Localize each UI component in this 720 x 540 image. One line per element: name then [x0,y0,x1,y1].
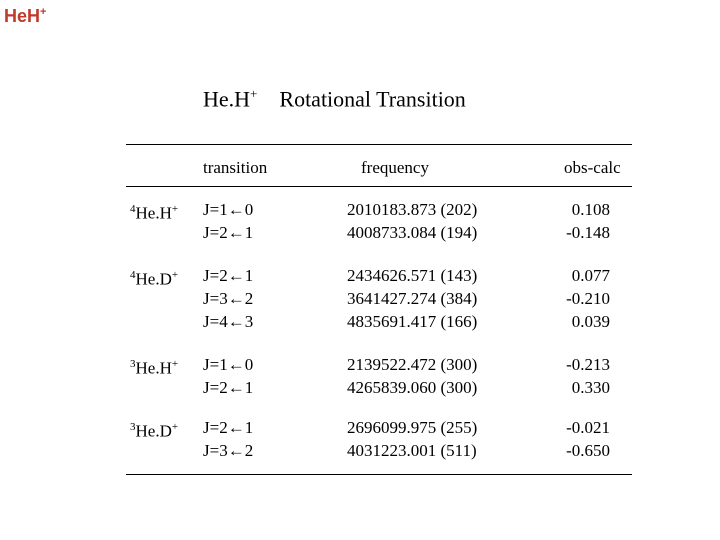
transition-cell [203,264,253,333]
obs-calc-value: 0.330 [571,378,610,397]
transition-value: J=3←2 [203,289,254,308]
species-name: He.H [135,358,172,378]
frequency-cell [347,264,477,333]
species-charge: + [171,358,179,370]
mass-number: 3 [130,358,136,370]
title-species: He.H [203,86,251,112]
transition-value: J=3←2 [203,441,254,460]
column-header-transition: transition [203,158,268,177]
table-header-rule [126,186,632,187]
species-label [130,416,178,443]
frequency-value: 4265839.060 (300) [347,378,478,397]
frequency-value: 4835691.417 (166) [347,312,478,331]
slide-title [203,86,466,112]
frequency-value: 4031223.001 (511) [347,441,477,460]
species-charge: + [171,421,179,433]
frequency-cell [347,353,477,399]
obs-calc-cell [548,353,610,399]
corner-title-charge: + [40,6,47,18]
corner-title [4,6,46,27]
species-charge: + [171,269,179,281]
title-text: Rotational Transition [279,86,466,112]
transition-cell [203,353,253,399]
corner-title-base: HeH [4,6,41,26]
transition-value: J=1←0 [203,355,254,374]
frequency-value: 2696099.975 (255) [347,418,478,437]
frequency-value: 3641427.274 (384) [347,289,478,308]
obs-calc-cell [548,416,610,462]
obs-calc-value: -0.213 [566,355,610,374]
transition-cell [203,198,253,244]
obs-calc-cell [548,198,610,244]
frequency-cell [347,198,477,244]
transition-value: J=2←1 [203,378,254,397]
obs-calc-cell [548,264,610,333]
transition-value: J=2←1 [203,418,254,437]
frequency-value: 4008733.084 (194) [347,223,478,242]
species-name: He.D [135,421,172,441]
mass-number: 3 [130,421,136,433]
table-bottom-rule [126,474,632,475]
species-name: He.D [135,269,172,289]
species-charge: + [171,203,179,215]
mass-number: 4 [130,269,136,281]
frequency-value: 2139522.472 (300) [347,355,478,374]
column-header-frequency: frequency [361,158,429,177]
transition-value: J=2←1 [203,223,254,242]
frequency-value: 2434626.571 (143) [347,266,478,285]
obs-calc-value: 0.039 [571,312,610,331]
species-label [130,198,178,225]
species-label [130,264,178,291]
title-species-charge: + [250,86,258,101]
table-top-rule [126,144,632,145]
transition-value: J=2←1 [203,266,254,285]
column-header-obs-calc: obs-calc [564,158,621,177]
transition-cell [203,416,253,462]
species-name: He.H [135,203,172,223]
mass-number: 4 [130,203,136,215]
frequency-value: 2010183.873 (202) [347,200,478,219]
obs-calc-value: -0.210 [566,289,610,308]
obs-calc-value: -0.021 [566,418,610,437]
obs-calc-value: 0.077 [571,266,610,285]
species-label [130,353,178,380]
obs-calc-value: -0.650 [566,441,610,460]
obs-calc-value: 0.108 [571,200,610,219]
obs-calc-value: -0.148 [566,223,610,242]
frequency-cell [347,416,477,462]
transition-value: J=4←3 [203,312,254,331]
transition-value: J=1←0 [203,200,254,219]
